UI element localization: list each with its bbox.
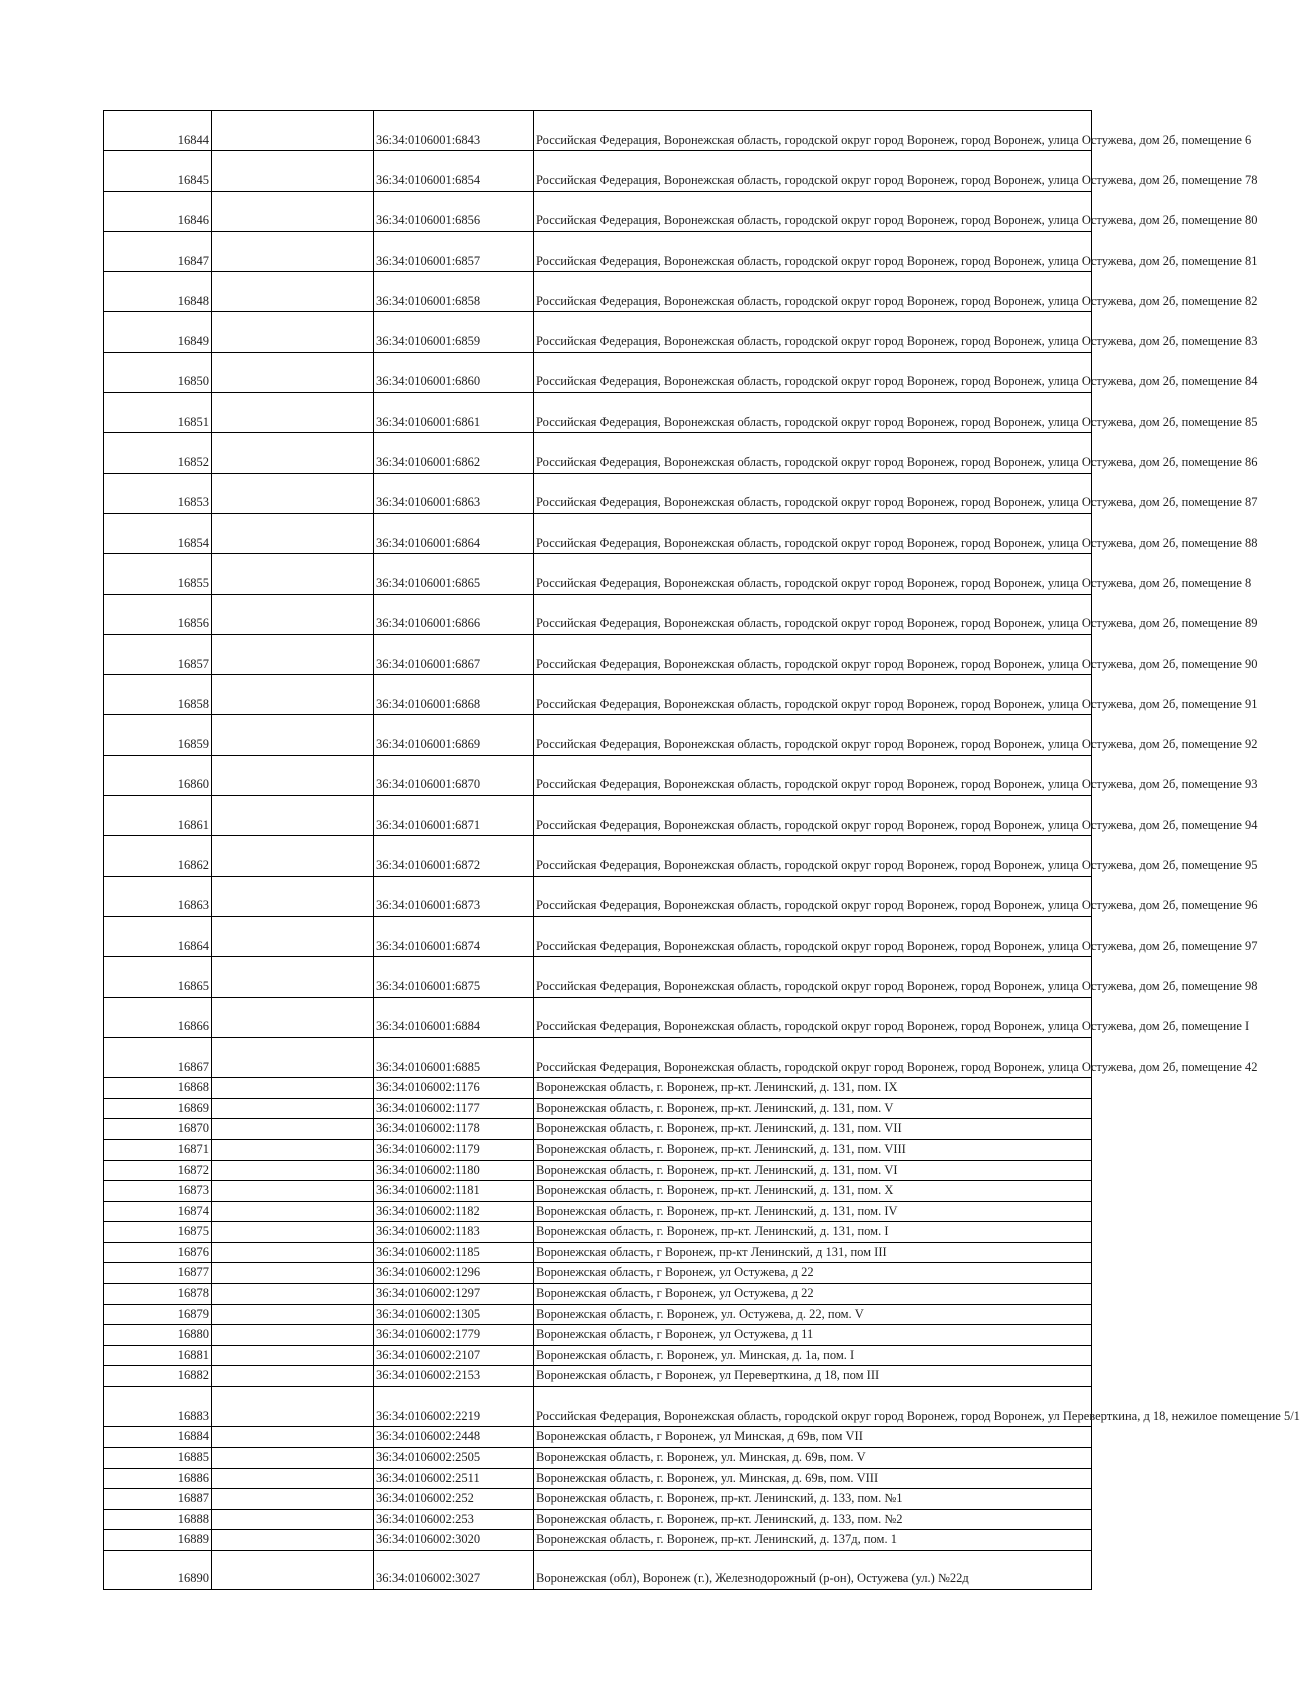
empty-cell — [212, 1387, 374, 1427]
address: Российская Федерация, Воронежская область, городской округ город Воронеж, город Воронеж, улица Остужева, дом 2б, помещение 81 — [534, 231, 1092, 271]
cadastral-number: 36:34:0106002:1779 — [374, 1325, 534, 1346]
cadastral-number: 36:34:0106001:6857 — [374, 231, 534, 271]
row-number: 16880 — [104, 1325, 212, 1346]
address: Воронежская область, г. Воронеж, пр-кт. Ленинский, д. 131, пом. I — [534, 1222, 1092, 1243]
address: Российская Федерация, Воронежская область, городской округ город Воронеж, город Воронеж, улица Остужева, дом 2б, помещение 82 — [534, 272, 1092, 312]
row-number: 16883 — [104, 1387, 212, 1427]
address: Российская Федерация, Воронежская область, городской округ город Воронеж, город Воронеж, улица Остужева, дом 2б, помещение 93 — [534, 755, 1092, 795]
row-number: 16853 — [104, 473, 212, 513]
registry-table — [103, 110, 1300, 1590]
empty-cell — [212, 111, 374, 151]
empty-cell — [212, 1304, 374, 1325]
table-row — [104, 393, 1092, 433]
table-row — [104, 1263, 1092, 1284]
table-row — [104, 957, 1092, 997]
address: Воронежская область, г. Воронеж, ул. Остужева, д. 22, пом. V — [534, 1304, 1092, 1325]
empty-cell — [212, 755, 374, 795]
empty-cell — [212, 1284, 374, 1305]
empty-cell — [212, 352, 374, 392]
cadastral-number: 36:34:0106002:253 — [374, 1509, 534, 1530]
row-number: 16863 — [104, 876, 212, 916]
address: Воронежская (обл), Воронеж (г.), Железнодорожный (р-он), Остужева (ул.) №22д — [534, 1550, 1092, 1589]
empty-cell — [212, 554, 374, 594]
row-number: 16864 — [104, 916, 212, 956]
row-number: 16872 — [104, 1160, 212, 1181]
row-number: 16868 — [104, 1078, 212, 1099]
row-number: 16877 — [104, 1263, 212, 1284]
empty-cell — [212, 1530, 374, 1551]
address: Воронежская область, г. Воронеж, пр-кт. Ленинский, д. 131, пом. IV — [534, 1201, 1092, 1222]
cadastral-number: 36:34:0106001:6863 — [374, 473, 534, 513]
table-row — [104, 1304, 1092, 1325]
cadastral-number: 36:34:0106001:6869 — [374, 715, 534, 755]
row-number: 16871 — [104, 1139, 212, 1160]
empty-cell — [212, 1550, 374, 1589]
address: Воронежская область, г. Воронеж, пр-кт. Ленинский, д. 131, пом. V — [534, 1098, 1092, 1119]
row-number: 16870 — [104, 1119, 212, 1140]
table-row — [104, 1345, 1092, 1366]
address: Российская Федерация, Воронежская область, городской округ город Воронеж, город Воронеж, улица Остужева, дом 2б, помещение 89 — [534, 594, 1092, 634]
cadastral-number: 36:34:0106001:6858 — [374, 272, 534, 312]
table-row — [104, 796, 1092, 836]
table-row — [104, 191, 1092, 231]
row-number: 16861 — [104, 796, 212, 836]
empty-cell — [212, 1201, 374, 1222]
row-number: 16851 — [104, 393, 212, 433]
table-row — [104, 1222, 1092, 1243]
row-number: 16889 — [104, 1530, 212, 1551]
cadastral-number: 36:34:0106001:6860 — [374, 352, 534, 392]
cadastral-number: 36:34:0106002:1177 — [374, 1098, 534, 1119]
row-number: 16881 — [104, 1345, 212, 1366]
row-number: 16888 — [104, 1509, 212, 1530]
address: Российская Федерация, Воронежская область, городской округ город Воронеж, город Воронеж, улица Остужева, дом 2б, помещение 98 — [534, 957, 1092, 997]
address: Воронежская область, г. Воронеж, пр-кт. Ленинский, д. 137д, пом. 1 — [534, 1530, 1092, 1551]
table-row — [104, 1509, 1092, 1530]
address: Российская Федерация, Воронежская область, городской округ город Воронеж, город Воронеж, улица Остужева, дом 2б, помещение 6 — [534, 111, 1092, 151]
empty-cell — [212, 836, 374, 876]
cadastral-number: 36:34:0106002:1181 — [374, 1181, 534, 1202]
address: Воронежская область, г. Воронеж, пр-кт. Ленинский, д. 131, пом. IX — [534, 1078, 1092, 1099]
empty-cell — [212, 634, 374, 674]
empty-cell — [212, 1263, 374, 1284]
cadastral-number: 36:34:0106001:6856 — [374, 191, 534, 231]
cadastral-number: 36:34:0106001:6854 — [374, 151, 534, 191]
cadastral-number: 36:34:0106002:1296 — [374, 1263, 534, 1284]
row-number: 16852 — [104, 433, 212, 473]
empty-cell — [212, 513, 374, 553]
empty-cell — [212, 796, 374, 836]
cadastral-number: 36:34:0106002:1179 — [374, 1139, 534, 1160]
address: Воронежская область, г Воронеж, пр-кт Ленинский, д 131, пом III — [534, 1242, 1092, 1263]
address: Российская Федерация, Воронежская область, городской округ город Воронеж, город Воронеж, улица Остужева, дом 2б, помещение 86 — [534, 433, 1092, 473]
table-row — [104, 1284, 1092, 1305]
address: Российская Федерация, Воронежская область, городской округ город Воронеж, город Воронеж, улица Остужева, дом 2б, помещение 84 — [534, 352, 1092, 392]
table-row — [104, 151, 1092, 191]
table-row — [104, 111, 1092, 151]
row-number: 16854 — [104, 513, 212, 553]
row-number: 16860 — [104, 755, 212, 795]
table-row — [104, 1160, 1092, 1181]
row-number: 16857 — [104, 634, 212, 674]
cadastral-number: 36:34:0106001:6864 — [374, 513, 534, 553]
table-row — [104, 1181, 1092, 1202]
row-number: 16885 — [104, 1447, 212, 1468]
cadastral-number: 36:34:0106002:2107 — [374, 1345, 534, 1366]
cadastral-number: 36:34:0106001:6884 — [374, 997, 534, 1037]
table-row — [104, 513, 1092, 553]
address: Российская Федерация, Воронежская область, городской округ город Воронеж, город Воронеж, улица Остужева, дом 2б, помещение I — [534, 997, 1092, 1037]
row-number: 16882 — [104, 1366, 212, 1387]
cadastral-number: 36:34:0106001:6867 — [374, 634, 534, 674]
table-row — [104, 473, 1092, 513]
empty-cell — [212, 916, 374, 956]
address: Воронежская область, г Воронеж, ул Остужева, д 22 — [534, 1284, 1092, 1305]
address: Воронежская область, г. Воронеж, пр-кт. Ленинский, д. 131, пом. VI — [534, 1160, 1092, 1181]
row-number: 16862 — [104, 836, 212, 876]
table-row — [104, 715, 1092, 755]
cadastral-number: 36:34:0106002:3027 — [374, 1550, 534, 1589]
empty-cell — [212, 997, 374, 1037]
cadastral-number: 36:34:0106002:3020 — [374, 1530, 534, 1551]
table-row — [104, 634, 1092, 674]
address: Воронежская область, г. Воронеж, пр-кт. Ленинский, д. 131, пом. X — [534, 1181, 1092, 1202]
cadastral-number: 36:34:0106002:2219 — [374, 1387, 534, 1427]
empty-cell — [212, 1345, 374, 1366]
empty-cell — [212, 1509, 374, 1530]
row-number: 16847 — [104, 231, 212, 271]
address: Российская Федерация, Воронежская область, городской округ город Воронеж, город Воронеж, улица Остужева, дом 2б, помещение 92 — [534, 715, 1092, 755]
empty-cell — [212, 1160, 374, 1181]
cadastral-number: 36:34:0106001:6866 — [374, 594, 534, 634]
row-number: 16856 — [104, 594, 212, 634]
address: Российская Федерация, Воронежская область, городской округ город Воронеж, город Воронеж, улица Остужева, дом 2б, помещение 95 — [534, 836, 1092, 876]
table-row — [104, 755, 1092, 795]
cadastral-number: 36:34:0106001:6885 — [374, 1037, 534, 1077]
row-number: 16876 — [104, 1242, 212, 1263]
row-number: 16848 — [104, 272, 212, 312]
empty-cell — [212, 1078, 374, 1099]
cadastral-number: 36:34:0106001:6870 — [374, 755, 534, 795]
row-number: 16849 — [104, 312, 212, 352]
empty-cell — [212, 1242, 374, 1263]
empty-cell — [212, 473, 374, 513]
row-number: 16890 — [104, 1550, 212, 1589]
row-number: 16846 — [104, 191, 212, 231]
table-row — [104, 1366, 1092, 1387]
table-row — [104, 1119, 1092, 1140]
address: Воронежская область, г. Воронеж, ул. Минская, д. 69в, пом. VIII — [534, 1468, 1092, 1489]
empty-cell — [212, 1468, 374, 1489]
empty-cell — [212, 393, 374, 433]
row-number: 16874 — [104, 1201, 212, 1222]
row-number: 16884 — [104, 1427, 212, 1448]
row-number: 16858 — [104, 675, 212, 715]
address: Воронежская область, г. Воронеж, пр-кт. Ленинский, д. 133, пом. №1 — [534, 1489, 1092, 1510]
empty-cell — [212, 1489, 374, 1510]
row-number: 16850 — [104, 352, 212, 392]
address: Российская Федерация, Воронежская область, городской округ город Воронеж, город Воронеж, ул Переверткина, д 18, нежилое помещение 5/1 — [534, 1387, 1092, 1427]
table-row — [104, 1139, 1092, 1160]
cadastral-number: 36:34:0106001:6871 — [374, 796, 534, 836]
empty-cell — [212, 231, 374, 271]
table-row — [104, 1447, 1092, 1468]
cadastral-number: 36:34:0106002:1182 — [374, 1201, 534, 1222]
cadastral-number: 36:34:0106002:1178 — [374, 1119, 534, 1140]
row-number: 16873 — [104, 1181, 212, 1202]
table-row — [104, 1242, 1092, 1263]
address: Российская Федерация, Воронежская область, городской округ город Воронеж, город Воронеж, улица Остужева, дом 2б, помещение 97 — [534, 916, 1092, 956]
row-number: 16887 — [104, 1489, 212, 1510]
row-number: 16855 — [104, 554, 212, 594]
row-number: 16844 — [104, 111, 212, 151]
table-row — [104, 272, 1092, 312]
registry-table-body — [104, 111, 1300, 1590]
row-number: 16875 — [104, 1222, 212, 1243]
cadastral-number: 36:34:0106001:6865 — [374, 554, 534, 594]
empty-cell — [212, 876, 374, 916]
address: Российская Федерация, Воронежская область, городской округ город Воронеж, город Воронеж, улица Остужева, дом 2б, помещение 94 — [534, 796, 1092, 836]
empty-cell — [212, 272, 374, 312]
address: Российская Федерация, Воронежская область, городской округ город Воронеж, город Воронеж, улица Остужева, дом 2б, помещение 80 — [534, 191, 1092, 231]
cadastral-number: 36:34:0106002:252 — [374, 1489, 534, 1510]
row-number: 16879 — [104, 1304, 212, 1325]
table-row — [104, 916, 1092, 956]
address: Воронежская область, г. Воронеж, ул. Минская, д. 69в, пом. V — [534, 1447, 1092, 1468]
address: Российская Федерация, Воронежская область, городской округ город Воронеж, город Воронеж, улица Остужева, дом 2б, помещение 8 — [534, 554, 1092, 594]
table-row — [104, 554, 1092, 594]
cadastral-number: 36:34:0106002:1176 — [374, 1078, 534, 1099]
address: Воронежская область, г. Воронеж, пр-кт. Ленинский, д. 131, пом. VIII — [534, 1139, 1092, 1160]
table-row — [104, 1325, 1092, 1346]
table-row — [104, 352, 1092, 392]
empty-cell — [212, 433, 374, 473]
cadastral-number: 36:34:0106002:1297 — [374, 1284, 534, 1305]
address: Российская Федерация, Воронежская область, городской округ город Воронеж, город Воронеж, улица Остужева, дом 2б, помещение 83 — [534, 312, 1092, 352]
row-number: 16845 — [104, 151, 212, 191]
empty-cell — [212, 1119, 374, 1140]
row-number: 16867 — [104, 1037, 212, 1077]
empty-cell — [212, 151, 374, 191]
cadastral-number: 36:34:0106002:1183 — [374, 1222, 534, 1243]
table-row — [104, 231, 1092, 271]
address: Воронежская область, г. Воронеж, ул. Минская, д. 1а, пом. I — [534, 1345, 1092, 1366]
empty-cell — [212, 1139, 374, 1160]
empty-cell — [212, 1098, 374, 1119]
table-row — [104, 997, 1092, 1037]
table-row — [104, 1037, 1092, 1077]
cadastral-number: 36:34:0106002:2448 — [374, 1427, 534, 1448]
empty-cell — [212, 1427, 374, 1448]
table-row — [104, 1201, 1092, 1222]
table-row — [104, 312, 1092, 352]
row-number: 16859 — [104, 715, 212, 755]
empty-cell — [212, 1222, 374, 1243]
row-number: 16886 — [104, 1468, 212, 1489]
cadastral-number: 36:34:0106001:6868 — [374, 675, 534, 715]
empty-cell — [212, 957, 374, 997]
cadastral-number: 36:34:0106001:6861 — [374, 393, 534, 433]
empty-cell — [212, 715, 374, 755]
row-number: 16878 — [104, 1284, 212, 1305]
cadastral-number: 36:34:0106001:6875 — [374, 957, 534, 997]
cadastral-number: 36:34:0106002:2153 — [374, 1366, 534, 1387]
address: Российская Федерация, Воронежская область, городской округ город Воронеж, город Воронеж, улица Остужева, дом 2б, помещение 91 — [534, 675, 1092, 715]
cadastral-number: 36:34:0106001:6859 — [374, 312, 534, 352]
empty-cell — [212, 1447, 374, 1468]
empty-cell — [212, 675, 374, 715]
empty-cell — [212, 1181, 374, 1202]
table-row — [104, 433, 1092, 473]
table-row — [104, 1427, 1092, 1448]
address: Воронежская область, г. Воронеж, пр-кт. Ленинский, д. 133, пом. №2 — [534, 1509, 1092, 1530]
address: Воронежская область, г Воронеж, ул Остужева, д 22 — [534, 1263, 1092, 1284]
table-row — [104, 1550, 1092, 1589]
cadastral-number: 36:34:0106001:6873 — [374, 876, 534, 916]
table-row — [104, 1078, 1092, 1099]
address: Российская Федерация, Воронежская область, городской округ город Воронеж, город Воронеж, улица Остужева, дом 2б, помещение 87 — [534, 473, 1092, 513]
address: Воронежская область, г. Воронеж, пр-кт. Ленинский, д. 131, пом. VII — [534, 1119, 1092, 1140]
address: Российская Федерация, Воронежская область, городской округ город Воронеж, город Воронеж, улица Остужева, дом 2б, помещение 88 — [534, 513, 1092, 553]
table-row — [104, 1098, 1092, 1119]
table-row — [104, 594, 1092, 634]
table-row — [104, 1530, 1092, 1551]
table-row — [104, 836, 1092, 876]
row-number: 16866 — [104, 997, 212, 1037]
address: Воронежская область, г Воронеж, ул Остужева, д 11 — [534, 1325, 1092, 1346]
cadastral-number: 36:34:0106002:1180 — [374, 1160, 534, 1181]
cadastral-number: 36:34:0106002:1185 — [374, 1242, 534, 1263]
row-number: 16865 — [104, 957, 212, 997]
address: Российская Федерация, Воронежская область, городской округ город Воронеж, город Воронеж, улица Остужева, дом 2б, помещение 90 — [534, 634, 1092, 674]
table-row — [104, 1387, 1092, 1427]
address: Российская Федерация, Воронежская область, городской округ город Воронеж, город Воронеж, улица Остужева, дом 2б, помещение 78 — [534, 151, 1092, 191]
empty-cell — [212, 312, 374, 352]
cadastral-number: 36:34:0106002:2505 — [374, 1447, 534, 1468]
table-row — [104, 1468, 1092, 1489]
cadastral-number: 36:34:0106001:6872 — [374, 836, 534, 876]
address: Воронежская область, г Воронеж, ул Минская, д 69в, пом VII — [534, 1427, 1092, 1448]
table-row — [104, 675, 1092, 715]
empty-cell — [212, 191, 374, 231]
cadastral-number: 36:34:0106001:6874 — [374, 916, 534, 956]
empty-cell — [212, 1366, 374, 1387]
row-number: 16869 — [104, 1098, 212, 1119]
address: Российская Федерация, Воронежская область, городской округ город Воронеж, город Воронеж, улица Остужева, дом 2б, помещение 42 — [534, 1037, 1092, 1077]
cadastral-number: 36:34:0106001:6862 — [374, 433, 534, 473]
table-row — [104, 876, 1092, 916]
cadastral-number: 36:34:0106002:2511 — [374, 1468, 534, 1489]
cadastral-number: 36:34:0106002:1305 — [374, 1304, 534, 1325]
cadastral-number: 36:34:0106001:6843 — [374, 111, 534, 151]
address: Воронежская область, г Воронеж, ул Переверткина, д 18, пом III — [534, 1366, 1092, 1387]
empty-cell — [212, 594, 374, 634]
empty-cell — [212, 1037, 374, 1077]
table-row — [104, 1489, 1092, 1510]
address: Российская Федерация, Воронежская область, городской округ город Воронеж, город Воронеж, улица Остужева, дом 2б, помещение 96 — [534, 876, 1092, 916]
empty-cell — [212, 1325, 374, 1346]
address: Российская Федерация, Воронежская область, городской округ город Воронеж, город Воронеж, улица Остужева, дом 2б, помещение 85 — [534, 393, 1092, 433]
